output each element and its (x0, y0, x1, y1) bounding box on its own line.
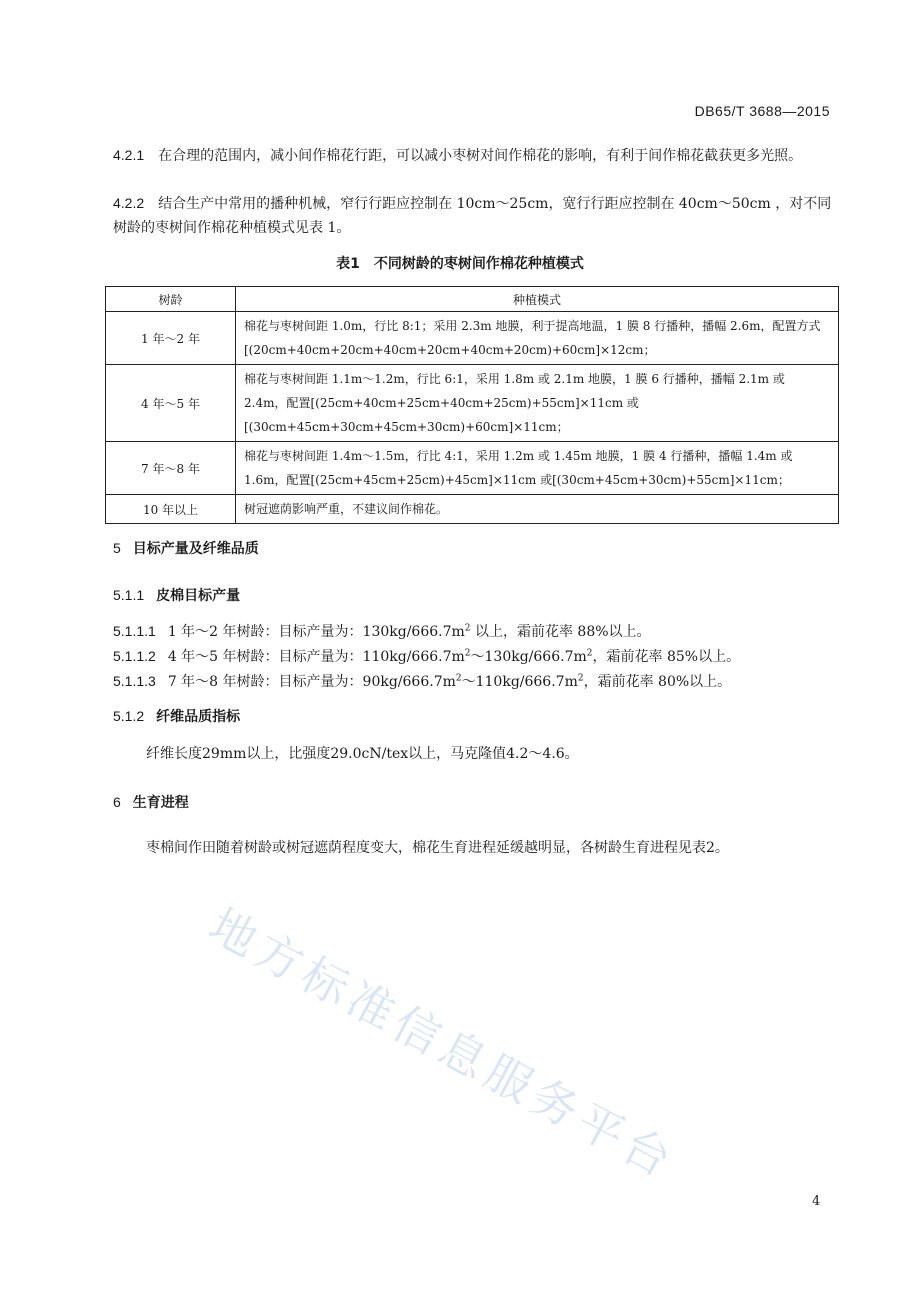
clause-number: 4.2.2 (113, 195, 145, 211)
fiber-quality-text: 纤维长度29mm以上，比强度29.0cN/tex以上，马克隆值4.2～4.6。 (146, 746, 579, 762)
yield-item (113, 621, 651, 641)
item-text: ～110kg/666.7m (461, 674, 578, 690)
section-title: 生育进程 (132, 795, 189, 811)
item-text: ，霜前花率 80%以上。 (583, 674, 732, 690)
section-number: 5.1.2 (113, 708, 145, 724)
cell-mode: 棉花与枣树间距 1.1m～1.2m，行比 6:1，采用 1.8m 或 2.1m 地膜，1 膜 6 行播种，播幅 2.1m 或 2.4m，配置[(25cm+40cm+25cm+40cm+25cm)+55cm]×11cm 或[(30cm+45cm+30cm+45cm+30cm)+60cm]×11cm； (236, 365, 839, 442)
section-5-1-1-heading (113, 585, 240, 605)
table-row (106, 365, 839, 442)
table-title: 表1 不同树龄的枣树间作棉花种植模式 (336, 256, 584, 272)
section-title: 皮棉目标产量 (156, 588, 241, 604)
table-row (106, 442, 839, 495)
section-title: 目标产量及纤维品质 (132, 541, 259, 557)
item-number: 5.1.1.2 (113, 648, 156, 664)
section-number: 5.1.1 (113, 587, 145, 603)
section-number: 5 (113, 540, 121, 556)
page-number: 4 (812, 1194, 821, 1209)
item-number: 5.1.1.1 (113, 623, 156, 639)
item-text: 7 年～8 年树龄：目标产量为：90kg/666.7m (167, 674, 456, 690)
yield-item (113, 646, 740, 666)
item-text: 以上，霜前花率 88%以上。 (470, 624, 651, 640)
cell-age: 1 年～2 年 (106, 312, 236, 365)
cell-mode: 树冠遮荫影响严重，不建议间作棉花。 (236, 495, 839, 524)
clause-4-2-1 (113, 143, 838, 168)
planting-mode-table (105, 286, 839, 524)
clause-4-2-2 (113, 191, 838, 240)
superscript: 2 (586, 648, 593, 659)
section-number: 6 (113, 794, 121, 810)
superscript: 2 (577, 673, 584, 684)
header-mode: 种植模式 (236, 287, 839, 312)
clause-text: 结合生产中常用的播种机械，窄行行距应控制在 10cm～25cm，宽行行距应控制在 40cm～50cm ，对不同树龄的枣树间作棉花种植模式见表 1。 (113, 196, 832, 236)
item-text: 4 年～5 年树龄：目标产量为：110kg/666.7m (167, 649, 465, 665)
clause-number: 4.2.1 (113, 147, 145, 163)
growth-progress-text: 枣棉间作田随着树龄或树冠遮荫程度变大，棉花生育进程延缓越明显，各树龄生育进程见表2。 (146, 840, 729, 856)
section-title: 纤维品质指标 (156, 709, 241, 725)
cell-age: 4 年～5 年 (106, 365, 236, 442)
table-row (106, 495, 839, 524)
superscript: 2 (455, 673, 462, 684)
clause-text: 在合理的范围内，减小间作棉花行距，可以减小枣树对间作棉花的影响，有利于间作棉花截获更多光照。 (158, 148, 803, 164)
cell-mode: 棉花与枣树间距 1.0m，行比 8:1；采用 2.3m 地膜，利于提高地温，1 膜 8 行播种，播幅 2.6m，配置方式[(20cm+40cm+20cm+40cm+20cm+40cm+20cm)+60cm]×12cm； (236, 312, 839, 365)
header-age: 树龄 (106, 287, 236, 312)
superscript: 2 (464, 648, 471, 659)
table-header-row (106, 287, 839, 312)
item-number: 5.1.1.3 (113, 673, 156, 689)
cell-age: 7 年～8 年 (106, 442, 236, 495)
item-text: ，霜前花率 85%以上。 (592, 649, 741, 665)
section-5-heading (113, 538, 259, 558)
yield-item (113, 671, 731, 691)
superscript: 2 (464, 623, 471, 634)
item-text: 1 年～2 年树龄：目标产量为：130kg/666.7m (167, 624, 465, 640)
table-row (106, 312, 839, 365)
cell-mode: 棉花与枣树间距 1.4m～1.5m，行比 4:1，采用 1.2m 或 1.45m 地膜，1 膜 4 行播种，播幅 1.4m 或 1.6m，配置[(25cm+45cm+25cm)+45cm]×11cm 或[(30cm+45cm+30cm)+55cm]×11cm； (236, 442, 839, 495)
section-6-heading (113, 792, 189, 812)
section-5-1-2-heading (113, 706, 240, 726)
watermark: 地方标准信息服务平台 (200, 897, 685, 1190)
document-code: DB65/T 3688—2015 (694, 103, 830, 119)
cell-age: 10 年以上 (106, 495, 236, 524)
item-text: ～130kg/666.7m (470, 649, 587, 665)
